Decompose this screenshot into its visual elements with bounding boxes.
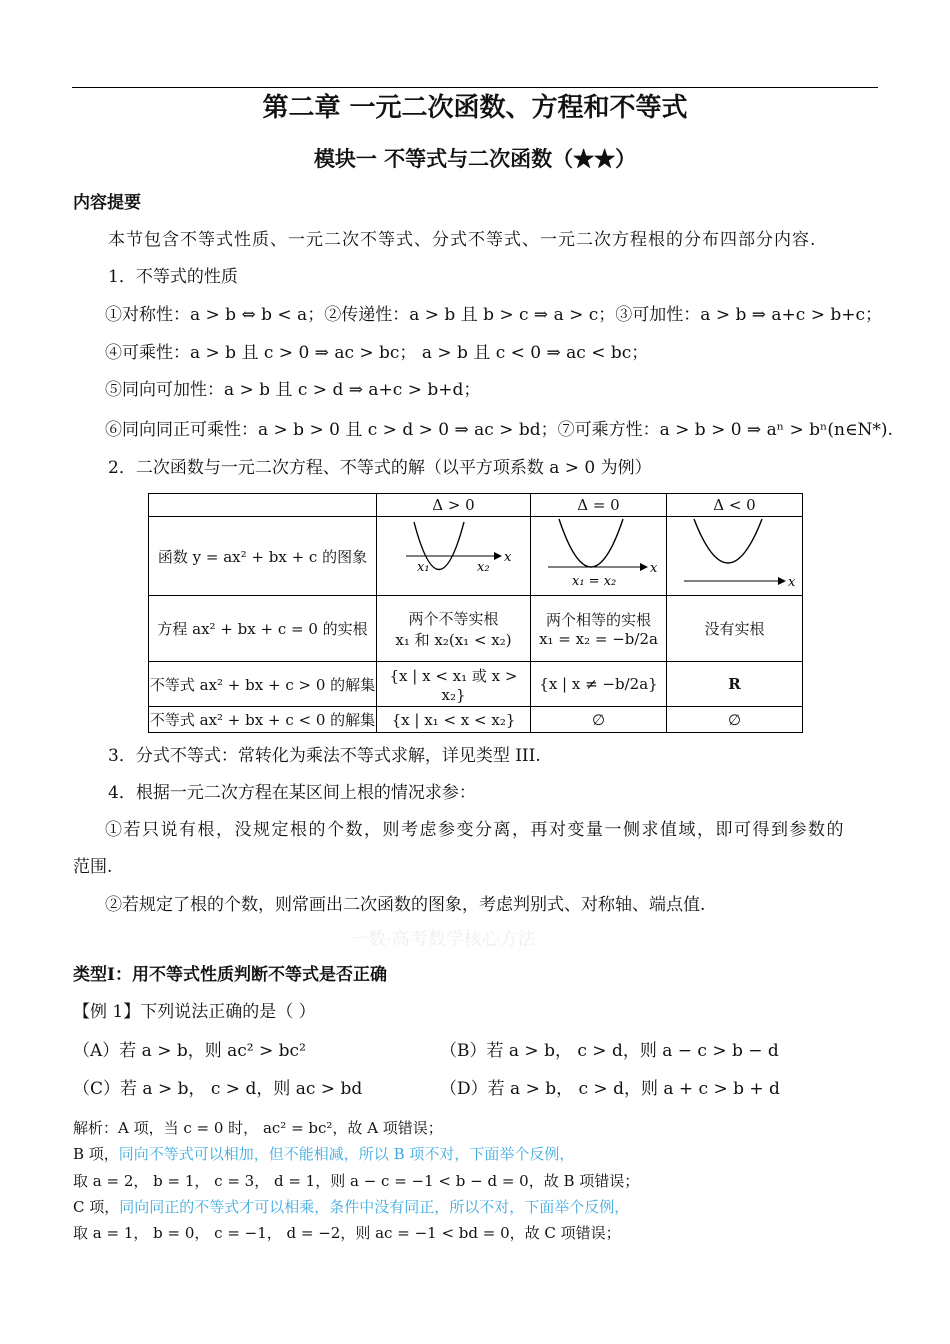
section-4-item-1: ①若只说有根，没规定根的个数，则考虑参变分离，再对变量一侧求值域，即可得到参数的: [105, 820, 845, 840]
analysis-line: 取 a = 2， b = 1， c = 3， d = 1，则 a − c = −1 < b − d = 0，故 B 项错误；: [73, 1172, 640, 1190]
solution-cell: {x | x ≠ −b/2a}: [531, 662, 667, 707]
option-a: （A）若 a > b，则 ac² > bc²: [73, 1041, 306, 1061]
graph-two-roots: [377, 517, 531, 596]
roots-cell: [377, 596, 531, 662]
graph-one-root: [531, 517, 667, 596]
section-4-item-1-cont: 范围.: [73, 857, 113, 877]
table-header: [149, 494, 377, 517]
roots-cell: 没有实根: [667, 596, 803, 662]
section-1-heading: 1．不等式的性质: [108, 267, 238, 287]
double-root-label: x₁ = x₂: [571, 574, 616, 589]
analysis-note: 同向同正的不等式才可以相乘，条件中没有同正，所以不对，下面举个反例，: [119, 1198, 630, 1216]
analysis-line: 解析：A 项，当 c = 0 时， ac² = bc²，故 A 项错误；: [73, 1119, 443, 1137]
section-2-heading: 2．二次函数与一元二次方程、不等式的解（以平方项系数 a > 0 为例）: [108, 458, 652, 478]
property-line: ⑥同向同正可乘性：a > b > 0 且 c > d > 0 ⇒ ac > bd；⑦可乘方性：a > b > 0 ⇒ aⁿ > bⁿ(n∈N*).: [105, 420, 893, 440]
solution-cell: {x | x < x₁ 或 x > x₂}: [377, 662, 531, 707]
row-label: 不等式 ax² + bx + c < 0 的解集: [149, 707, 377, 733]
quadratic-table: [148, 493, 803, 733]
roots-text: x₁ = x₂ = −b/2a: [539, 630, 658, 648]
roots-text: 两个相等的实根: [545, 611, 651, 629]
top-rule: [72, 87, 878, 88]
solution-cell: {x | x₁ < x < x₂}: [377, 707, 531, 733]
row-label: 方程 ax² + bx + c = 0 的实根: [149, 596, 377, 662]
option-d: （D）若 a > b， c > d，则 a + c > b + d: [440, 1079, 780, 1099]
row-label: 不等式 ax² + bx + c > 0 的解集: [149, 662, 377, 707]
analysis-line: [73, 1145, 574, 1163]
roots-text: 两个不等实根: [408, 609, 499, 628]
solution-cell: R: [667, 662, 803, 707]
section-4: 4．根据一元二次方程在某区间上根的情况求参：: [108, 783, 476, 803]
solution-cell: ∅: [531, 707, 667, 733]
property-line: ①对称性：a > b ⇔ b < a；②传递性：a > b 且 b > c ⇒ a > c；③可加性：a > b ⇒ a+c > b+c；: [105, 305, 883, 325]
analysis-label: B 项，: [73, 1145, 119, 1163]
solution-cell: ∅: [667, 707, 803, 733]
type-1-heading: 类型Ⅰ：用不等式性质判断不等式是否正确: [73, 965, 387, 985]
section-4-item-2: ②若规定了根的个数，则常画出二次函数的图象，考虑判别式、对称轴、端点值.: [105, 895, 706, 915]
analysis-note: 同向不等式可以相加，但不能相减，所以 B 项不对，下面举个反例，: [118, 1145, 575, 1163]
example-1: 【例 1】下列说法正确的是（ ）: [73, 1002, 316, 1022]
root-x2-label: x₂: [476, 560, 490, 575]
section-3: 3．分式不等式：常转化为乘法不等式求解，详见类型 III.: [108, 746, 541, 766]
summary-heading: 内容提要: [73, 193, 141, 213]
root-x1-label: x₁: [416, 560, 430, 575]
table-header: Δ > 0: [377, 494, 531, 517]
intro-text: 本节包含不等式性质、一元二次不等式、分式不等式、一元二次方程根的分布四部分内容.: [108, 230, 817, 250]
chapter-title: 第二章 一元二次函数、方程和不等式: [262, 93, 688, 123]
table-header: Δ < 0: [667, 494, 803, 517]
roots-text: x₁ 和 x₂(x₁ < x₂): [395, 630, 512, 649]
watermark: 一数·高考数学核心方法: [350, 929, 536, 950]
analysis-label: C 项，: [73, 1198, 120, 1216]
axis-x-label: x: [787, 575, 795, 590]
axis-x-label: x: [649, 561, 657, 576]
row-label: 函数 y = ax² + bx + c 的图象: [149, 517, 377, 596]
analysis-line: [73, 1198, 629, 1216]
axis-x-label: x: [503, 550, 511, 565]
property-line: ⑤同向可加性：a > b 且 c > d ⇒ a+c > b+d；: [105, 380, 481, 400]
table-header: Δ = 0: [531, 494, 667, 517]
property-line: ④可乘性：a > b 且 c > 0 ⇒ ac > bc； a > b 且 c < 0 ⇒ ac < bc；: [105, 343, 649, 363]
module-title: 模块一 不等式与二次函数（★★）: [313, 146, 637, 171]
analysis-line: 取 a = 1， b = 0， c = −1， d = −2，则 ac = −1 < bd = 0，故 C 项错误；: [73, 1224, 621, 1242]
graph-no-root: [667, 517, 803, 596]
option-b: （B）若 a > b， c > d，则 a − c > b − d: [440, 1041, 779, 1061]
roots-cell: [531, 596, 667, 662]
option-c: （C）若 a > b， c > d，则 ac > bd: [73, 1079, 363, 1099]
